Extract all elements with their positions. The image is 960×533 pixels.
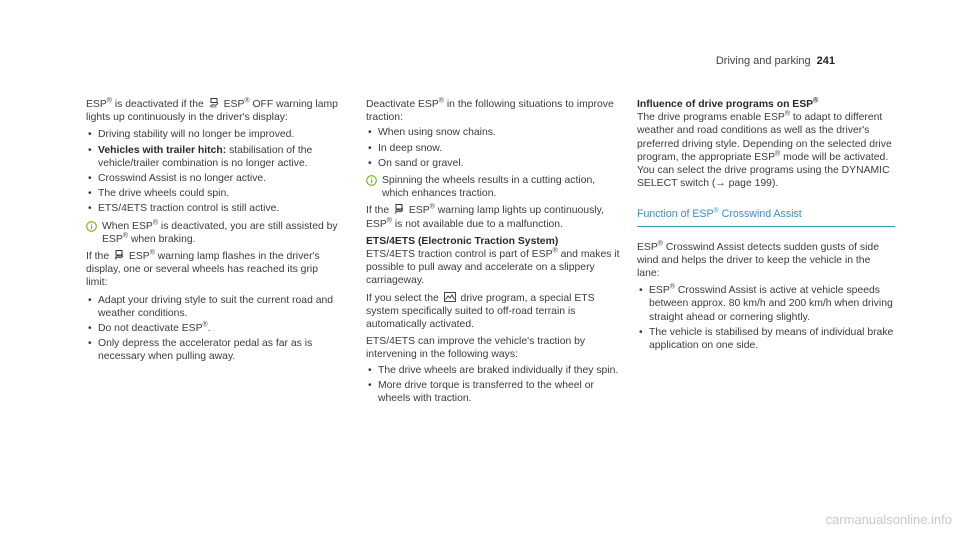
esp-off-warning-icon (209, 98, 219, 108)
offroad-program-icon (444, 292, 456, 302)
info-icon (366, 175, 377, 186)
list-item: • Driving stability will no longer be improved. (86, 128, 338, 141)
list-item: • Vehicles with trailer hitch: stabilisation of the vehicle/trailer combination is no longer active. (86, 144, 338, 170)
list-item: • In deep snow. (366, 142, 620, 155)
deactivate-situations-list (366, 126, 620, 170)
list-item: • Adapt your driving style to suit the current road and weather conditions. (86, 294, 338, 320)
offroad-paragraph: If you select the drive program, a special ETS system specifically suited to off-road terrain is automatically activated. (366, 292, 595, 331)
esp-malfunction-paragraph: If the ESP® warning lamp lights up continuously, ESP® is not available due to a malfunction. (366, 203, 604, 230)
ets-intervening-paragraph: ETS/4ETS can improve the vehicle's traction by intervening in the following ways: (366, 336, 586, 361)
info-note: When ESP® is deactivated, you are still assisted by ESP® when braking. (86, 220, 338, 246)
crosswind-section-title: Function of ESP® Crosswind Assist (637, 208, 895, 226)
esp-warning-icon (394, 204, 404, 214)
list-item: • The drive wheels could spin. (86, 187, 338, 200)
ets-ways-list (366, 364, 620, 406)
drive-programs-heading: Influence of drive programs on ESP® (637, 97, 819, 110)
svg-text:OFF: OFF (210, 104, 217, 108)
list-item: • On sand or gravel. (366, 157, 620, 170)
esp-warning-icon (114, 250, 124, 260)
list-item: • More drive torque is transferred to the wheel or wheels with traction. (366, 379, 620, 405)
list-item: • Do not deactivate ESP®. (86, 322, 338, 335)
list-item: • When using snow chains. (366, 126, 620, 139)
watermark: carmanualsonline.info (825, 512, 952, 527)
esp-off-consequences-list (86, 128, 338, 215)
grip-limit-list (86, 294, 338, 364)
ets-heading: ETS/4ETS (Electronic Traction System) (366, 235, 559, 247)
page-number: 241 (816, 55, 835, 67)
crosswind-list (637, 284, 895, 352)
ets-paragraph: ETS/4ETS traction control is part of ESP® and makes it possible to pull away and accelerate on a slippery carriageway. (366, 247, 620, 287)
list-item: • ESP® Crosswind Assist is active at vehicle speeds between approx. 80 km/h and 200 km/h when driving straight ahead or cornering slightly. (637, 284, 895, 324)
list-item: • The drive wheels are braked individually if they spin. (366, 364, 620, 377)
esp-off-paragraph: ESP® is deactivated if the OFF ESP® OFF warning lamp lights up continuously in the driver's display: (86, 97, 338, 124)
list-item: • Crosswind Assist is no longer active. (86, 172, 338, 185)
list-item: • The vehicle is stabilised by means of individual brake application on one side. (637, 326, 895, 352)
column-2 (366, 98, 620, 409)
column-1 (86, 98, 338, 368)
deactivate-esp-paragraph: Deactivate ESP® in the following situations to improve traction: (366, 97, 614, 124)
drive-programs-paragraph: The drive programs enable ESP® to adapt to different weather and road conditions as well as the driver's preferred driving style. Depending on the selected drive program, the appropriate ESP® mode will be activated. You can select the drive programs using the DYNAMIC SELECT switch (→ page 199). (637, 110, 892, 190)
column-3 (637, 98, 895, 356)
list-item: • ETS/4ETS traction control is still active. (86, 202, 338, 215)
crosswind-paragraph: ESP® Crosswind Assist detects sudden gusts of side wind and helps the driver to keep the vehicle in the lane: (637, 240, 879, 280)
section-title: Driving and parking (715, 55, 811, 67)
list-item: • Only depress the accelerator pedal as far as is necessary when pulling away. (86, 337, 338, 363)
page-header (716, 55, 835, 67)
info-icon (86, 221, 97, 232)
esp-flashing-paragraph: If the ESP® warning lamp flashes in the driver's display, one or several wheels has reached its grip limit: (86, 249, 320, 289)
info-note: Spinning the wheels results in a cutting action, which enhances traction. (366, 174, 620, 200)
